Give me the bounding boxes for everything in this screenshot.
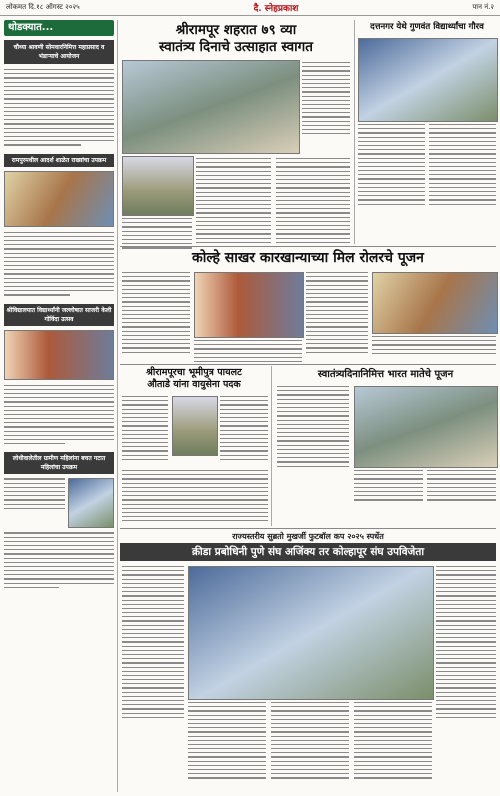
right-top-body-col1 (358, 124, 425, 205)
sidebar-story3-title: श्रीविद्यालयात विद्यार्थ्यांनी जल्लोषात साजरी केली गोविंदा उत्सव (4, 304, 114, 326)
page-number: पान नं.२ (472, 3, 494, 11)
sidebar-story3-body (4, 385, 114, 445)
column-divider-3 (271, 366, 272, 526)
page-header (0, 0, 500, 16)
bottom-body-col4 (354, 702, 432, 779)
sidebar-story2-title: रामपुरमधील आदर्श शाळेत राख्यांचा उपक्रम (4, 154, 114, 167)
section-divider-2 (120, 364, 496, 365)
middle-body-col2 (194, 340, 302, 362)
top-headline-line2: स्वातंत्र्य दिनाचे उत्साहात स्वागत (159, 39, 313, 55)
row3-right-headline: स्वातंत्र्यदिनानिमित्त भारत मातेचे पूजन (317, 369, 454, 380)
middle-photo-puja (194, 272, 304, 338)
bottom-body-col1 (122, 566, 184, 718)
sidebar-story2-photo (4, 171, 114, 227)
sidebar-story1-title: चौथ्या श्रावणी सोमवारनिमित्त महाप्रसाद व भंडाऱ्याचे आयोजन (4, 40, 114, 64)
bottom-body-col5 (436, 566, 496, 718)
sidebar-story4-title: लोधीवालेतील ग्रामीण महिलांना बचत गटात महिलांचा उपक्रम (4, 452, 114, 474)
section-divider-1 (120, 246, 496, 247)
bottom-body-col3 (271, 702, 349, 779)
top-body-col1 (196, 158, 271, 247)
sidebar-story3-photo (4, 330, 114, 380)
row3-photo-bharat-mata (354, 386, 498, 468)
row3-pilot-portrait (172, 396, 218, 456)
middle-headline: कोल्हे साखर कारखान्याच्या मिल रोलरचे पूजन (192, 250, 424, 266)
sidebar-story4-photo (68, 478, 114, 528)
row3-left-headline (120, 367, 268, 391)
top-headline (122, 22, 350, 56)
row3-right-body-col3 (427, 470, 496, 501)
row3-left-headline-line1: श्रीरामपूरचा भूमीपुत्र पायलट (146, 367, 242, 378)
bottom-body-col2 (188, 702, 266, 779)
column-divider (117, 20, 118, 792)
right-top-body-col2 (429, 124, 496, 205)
row3-left-body-col1 (122, 396, 168, 460)
sidebar-story1-body (4, 69, 114, 146)
right-top-photo (358, 38, 498, 122)
edition-date: लोकमत दि.१८ ऑगस्ट २०२५ (6, 3, 80, 11)
right-top-headline: दत्तनगर येथे गुणवंत विद्यार्थ्यांचा गौरव (370, 22, 484, 32)
middle-body-col3 (306, 272, 368, 353)
sidebar-story4-body (4, 478, 65, 528)
row3-right-body-col2 (354, 470, 423, 501)
row3-left-body-col2 (220, 396, 268, 460)
middle-photo-group (372, 272, 498, 334)
sidebar-label: थोडक्यात... (4, 20, 114, 36)
section-divider-3 (120, 528, 496, 529)
bottom-photo-football-team (188, 566, 434, 700)
sidebar-story4-body-cont (4, 532, 114, 588)
row3-left-headline-line2: औताडे यांना वायुसेना पदक (147, 379, 241, 390)
masthead: दै. स्नेहप्रकाश (253, 4, 299, 14)
row3-right-body-col1 (277, 386, 349, 467)
middle-body-col1 (122, 272, 190, 353)
column-divider-2 (354, 20, 355, 244)
top-headline-line1: श्रीरामपूर शहरात ७९ व्या (175, 22, 297, 38)
sidebar-column (4, 20, 114, 792)
top-photo-small (122, 156, 194, 216)
top-body-col0 (122, 218, 192, 249)
row3-left-body-col3 (122, 470, 268, 521)
sidebar-story2-body (4, 232, 114, 296)
top-body-col2 (276, 158, 350, 247)
middle-body-col4 (372, 336, 496, 354)
top-side-text (302, 62, 350, 134)
bottom-headline: क्रीडा प्रबोधिनी पुणे संघ अजिंक्य तर कोल्हापूर संघ उपविजेता (120, 543, 496, 561)
bottom-kicker: राज्यस्तरीय सुब्रतो मुखर्जी फुटबॉल कप २०२५ स्पर्धेत (232, 532, 384, 541)
top-photo-flag-hoisting (122, 60, 300, 154)
